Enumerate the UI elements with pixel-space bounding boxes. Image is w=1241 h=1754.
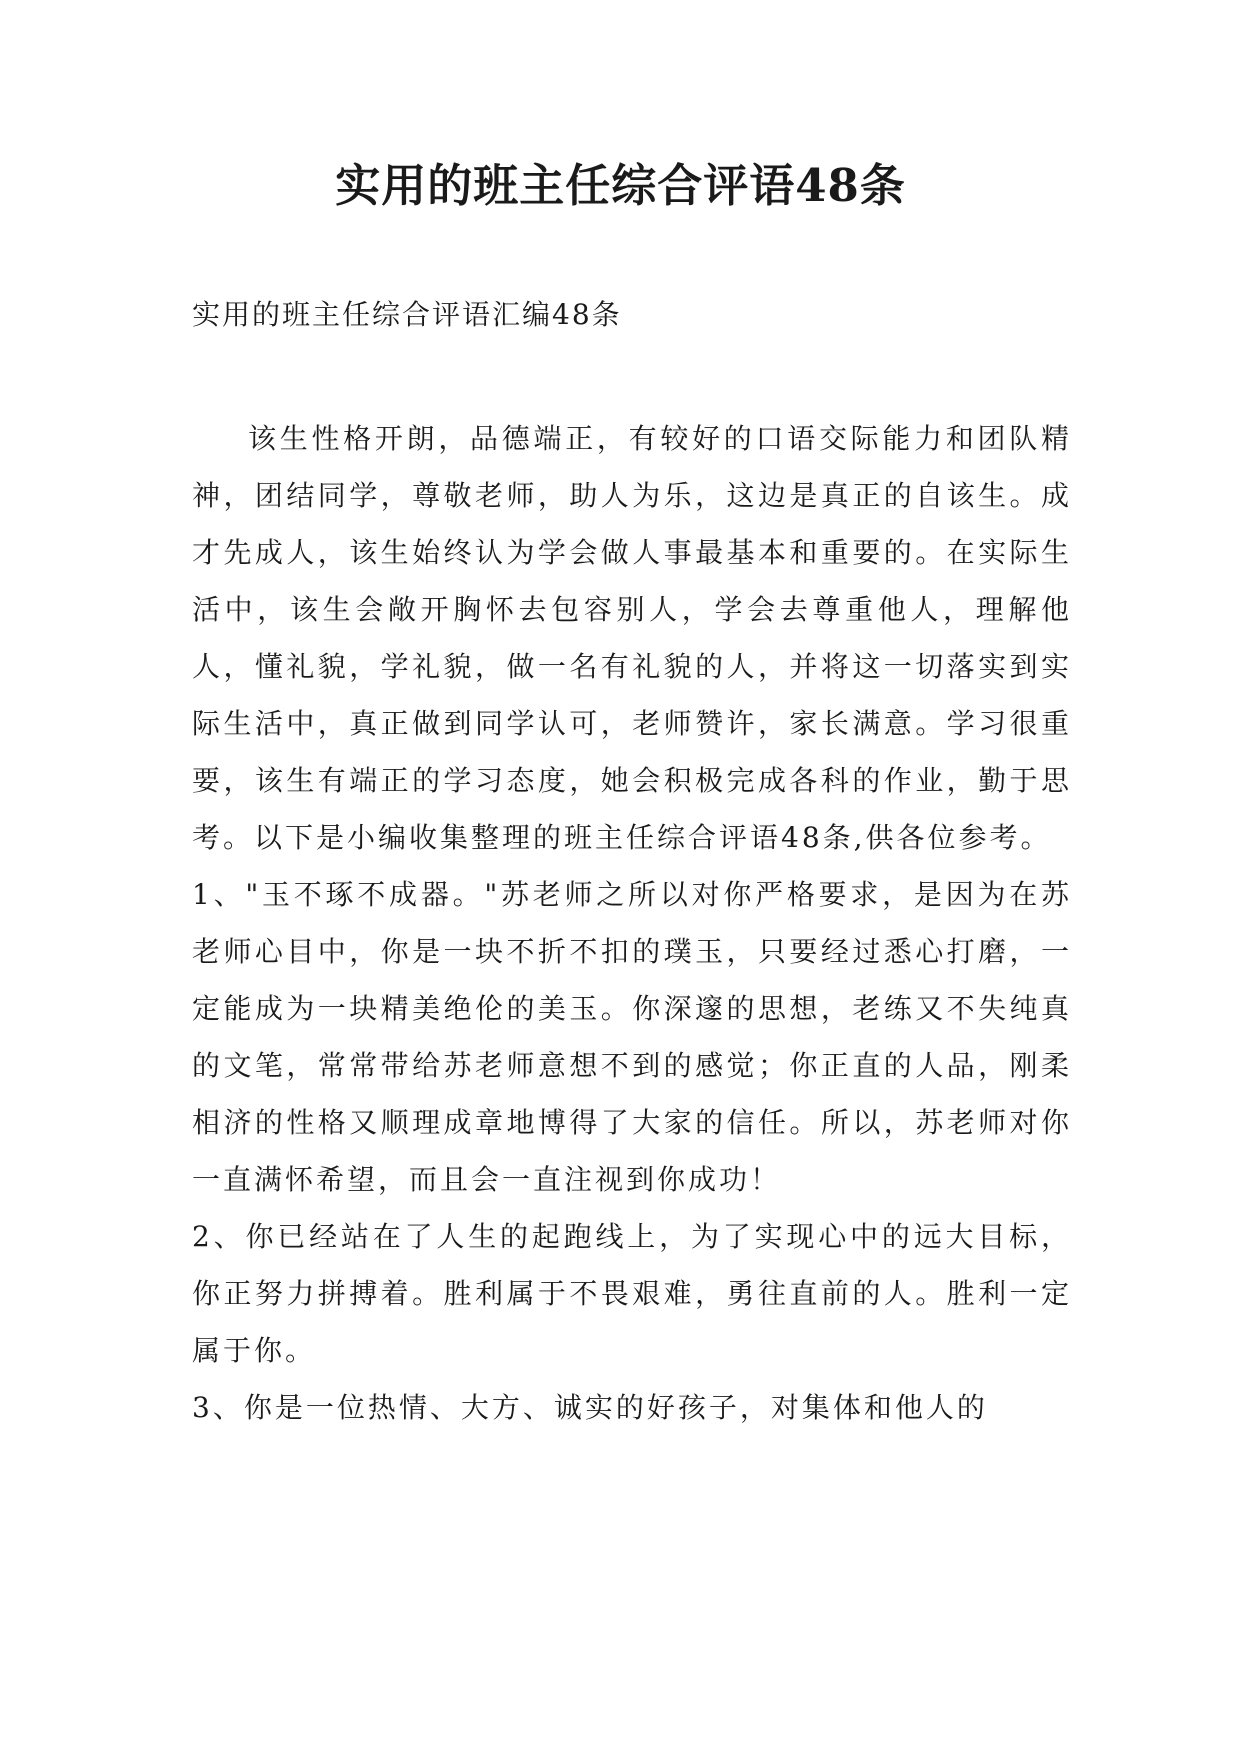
- list-item: 2、你已经站在了人生的起跑线上，为了实现心中的远大目标，你正努力拼搏着。胜利属于不畏艰难，勇往直前的人。胜利一定属于你。: [192, 1220, 1072, 1367]
- intro-paragraph: 该生性格开朗，品德端正，有较好的口语交际能力和团队精神，团结同学，尊敬老师，助人为乐，这边是真正的自该生。成才先成人，该生始终认为学会做人事最基本和重要的。在实际生活中，该生会敞开胸怀去包容别人，学会去尊重他人，理解他人，懂礼貌，学礼貌，做一名有礼貌的人，并将这一切落实到实际生活中，真正做到同学认可，老师赞许，家长满意。学习很重要，该生有端正的学习态度，她会积极完成各科的作业，勤于思考。以下是小编收集整理的班主任综合评语48条,供各位参考。: [192, 422, 1072, 854]
- list-item: 3、你是一位热情、大方、诚实的好孩子，对集体和他人的: [192, 1391, 988, 1424]
- document-subtitle: 实用的班主任综合评语汇编48条: [192, 298, 622, 331]
- document-title: 实用的班主任综合评语48条: [335, 159, 906, 212]
- document-body: [192, 410, 1072, 1436]
- list-item: 1、"玉不琢不成器。"苏老师之所以对你严格要求，是因为在苏老师心目中，你是一块不折不扣的璞玉，只要经过悉心打磨，一定能成为一块精美绝伦的美玉。你深邃的思想，老练又不失纯真的文笔，常常带给苏老师意想不到的感觉；你正直的人品，刚柔相济的性格又顺理成章地博得了大家的信任。所以，苏老师对你一直满怀希望，而且会一直注视到你成功！: [192, 878, 1072, 1196]
